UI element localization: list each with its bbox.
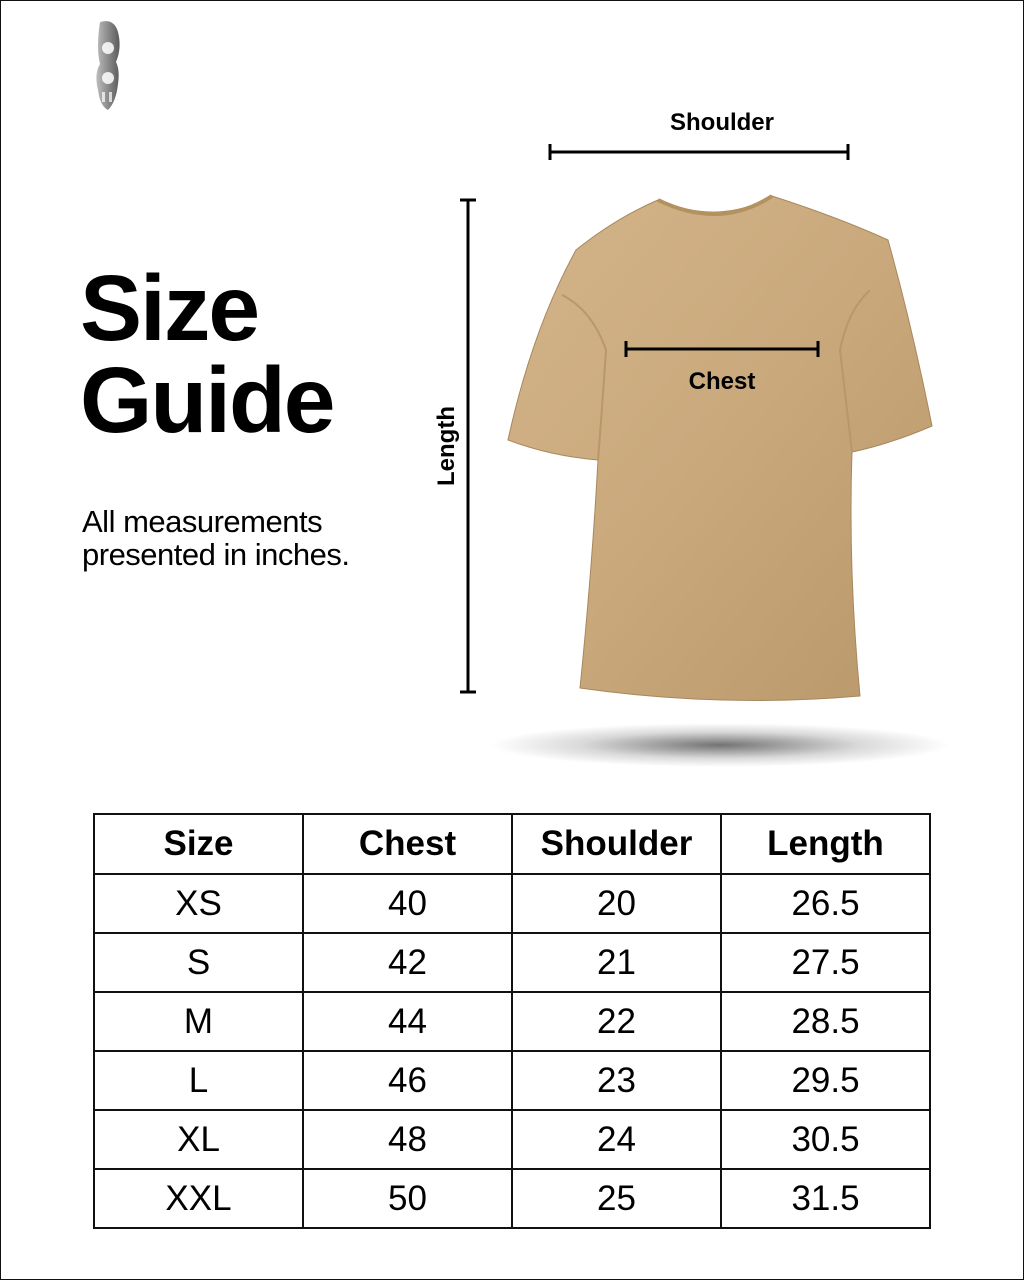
table-row	[94, 933, 930, 992]
cell-shoulder: 25	[512, 1169, 721, 1228]
cell-chest: 40	[303, 874, 512, 933]
cell-shoulder: 24	[512, 1110, 721, 1169]
cell-size: M	[94, 992, 303, 1051]
cell-shoulder: 22	[512, 992, 721, 1051]
table-row	[94, 992, 930, 1051]
tshirt-diagram	[420, 100, 1000, 780]
table-row	[94, 1169, 930, 1228]
cell-chest: 46	[303, 1051, 512, 1110]
page-title	[80, 256, 334, 452]
size-table	[93, 813, 931, 1229]
skull-logo-icon	[94, 18, 122, 114]
shirt-shadow	[490, 723, 950, 767]
header-shoulder: Shoulder	[512, 814, 721, 874]
measurement-note: All measurements presented in inches.	[82, 504, 350, 572]
tshirt-shape	[508, 196, 932, 701]
cell-length: 30.5	[721, 1110, 930, 1169]
table-row	[94, 1110, 930, 1169]
header-size: Size	[94, 814, 303, 874]
cell-chest: 48	[303, 1110, 512, 1169]
cell-shoulder: 21	[512, 933, 721, 992]
table-row	[94, 874, 930, 933]
cell-size: XL	[94, 1110, 303, 1169]
header-length: Length	[721, 814, 930, 874]
length-label: Length	[433, 406, 460, 486]
cell-shoulder: 23	[512, 1051, 721, 1110]
cell-size: XXL	[94, 1169, 303, 1228]
cell-length: 29.5	[721, 1051, 930, 1110]
title-line-2: Guide	[80, 348, 334, 452]
cell-chest: 42	[303, 933, 512, 992]
cell-size: L	[94, 1051, 303, 1110]
table-row	[94, 1051, 930, 1110]
cell-shoulder: 20	[512, 874, 721, 933]
cell-chest: 50	[303, 1169, 512, 1228]
chest-label: Chest	[688, 368, 756, 395]
title-line-1: Size	[80, 256, 259, 360]
cell-size: S	[94, 933, 303, 992]
shoulder-label: Shoulder	[669, 109, 775, 136]
table-header-row	[94, 814, 930, 874]
cell-length: 27.5	[721, 933, 930, 992]
cell-length: 28.5	[721, 992, 930, 1051]
header-chest: Chest	[303, 814, 512, 874]
cell-chest: 44	[303, 992, 512, 1051]
cell-size: XS	[94, 874, 303, 933]
cell-length: 31.5	[721, 1169, 930, 1228]
cell-length: 26.5	[721, 874, 930, 933]
